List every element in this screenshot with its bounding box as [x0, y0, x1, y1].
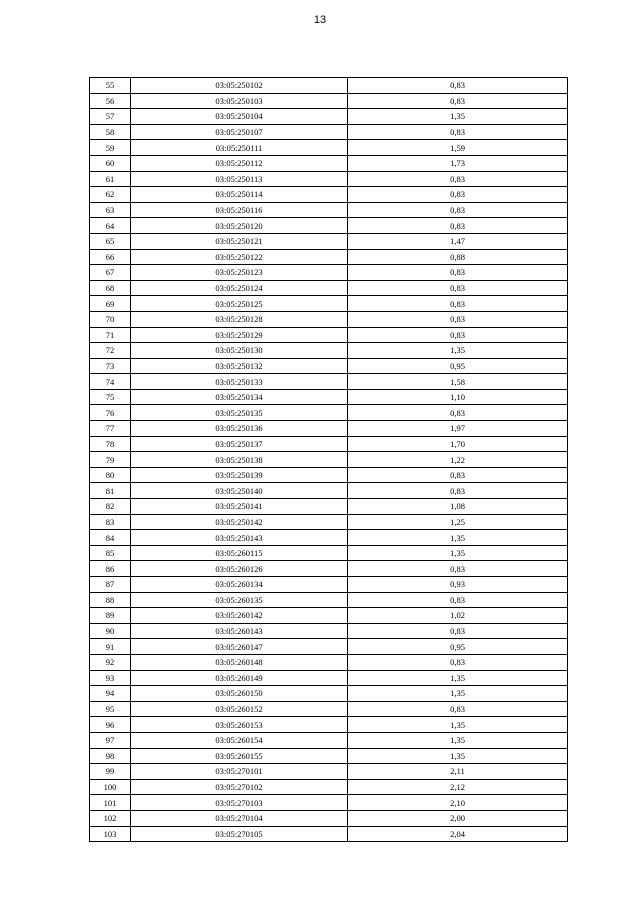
- row-number-cell: 102: [90, 810, 131, 826]
- table-row: [90, 639, 568, 655]
- value-cell: 0,83: [348, 93, 568, 109]
- table-row: [90, 545, 568, 561]
- value-cell: 1,08: [348, 499, 568, 515]
- cadastral-number-cell: 03:05:250121: [131, 233, 348, 249]
- table-row: [90, 779, 568, 795]
- value-cell: 1,35: [348, 530, 568, 546]
- table-row: [90, 514, 568, 530]
- row-number-cell: 72: [90, 343, 131, 359]
- cadastral-number-cell: 03:05:250111: [131, 140, 348, 156]
- table-row: [90, 218, 568, 234]
- cadastral-number-cell: 03:05:250141: [131, 499, 348, 515]
- value-cell: 0,83: [348, 187, 568, 203]
- table-row: [90, 343, 568, 359]
- row-number-cell: 79: [90, 452, 131, 468]
- value-cell: 0,83: [348, 467, 568, 483]
- row-number-cell: 65: [90, 233, 131, 249]
- cadastral-number-cell: 03:05:260154: [131, 732, 348, 748]
- table-row: [90, 265, 568, 281]
- value-cell: 0,83: [348, 483, 568, 499]
- cadastral-number-cell: 03:05:260153: [131, 717, 348, 733]
- value-cell: 0,83: [348, 623, 568, 639]
- cadastral-number-cell: 03:05:250122: [131, 249, 348, 265]
- value-cell: 1,35: [348, 686, 568, 702]
- cadastral-number-cell: 03:05:250138: [131, 452, 348, 468]
- table-row: [90, 155, 568, 171]
- row-number-cell: 95: [90, 701, 131, 717]
- row-number-cell: 58: [90, 124, 131, 140]
- value-cell: 0,83: [348, 654, 568, 670]
- value-cell: 0,83: [348, 280, 568, 296]
- value-cell: 0,83: [348, 218, 568, 234]
- cadastral-number-cell: 03:05:260135: [131, 592, 348, 608]
- row-number-cell: 96: [90, 717, 131, 733]
- table-row: [90, 327, 568, 343]
- table-row: [90, 421, 568, 437]
- cadastral-number-cell: 03:05:250112: [131, 155, 348, 171]
- cadastral-number-cell: 03:05:250107: [131, 124, 348, 140]
- row-number-cell: 103: [90, 826, 131, 842]
- table-row: [90, 499, 568, 515]
- cadastral-number-cell: 03:05:250113: [131, 171, 348, 187]
- cadastral-number-cell: 03:05:250123: [131, 265, 348, 281]
- table-row: [90, 280, 568, 296]
- cadastral-number-cell: 03:05:260142: [131, 608, 348, 624]
- table-row: [90, 748, 568, 764]
- cadastral-number-cell: 03:05:250133: [131, 374, 348, 390]
- cadastral-number-cell: 03:05:260152: [131, 701, 348, 717]
- table-row: [90, 810, 568, 826]
- cadastral-number-cell: 03:05:250132: [131, 358, 348, 374]
- cadastral-number-cell: 03:05:260143: [131, 623, 348, 639]
- table-row: [90, 530, 568, 546]
- row-number-cell: 70: [90, 311, 131, 327]
- row-number-cell: 84: [90, 530, 131, 546]
- value-cell: 0,83: [348, 171, 568, 187]
- cadastral-number-cell: 03:05:260150: [131, 686, 348, 702]
- value-cell: 2,11: [348, 764, 568, 780]
- value-cell: 0,83: [348, 311, 568, 327]
- row-number-cell: 94: [90, 686, 131, 702]
- value-cell: 0,95: [348, 358, 568, 374]
- cadastral-number-cell: 03:05:270103: [131, 795, 348, 811]
- value-cell: 1,47: [348, 233, 568, 249]
- table-row: [90, 187, 568, 203]
- table-row: [90, 311, 568, 327]
- value-cell: 1,35: [348, 670, 568, 686]
- cadastral-number-cell: 03:05:260155: [131, 748, 348, 764]
- table-row: [90, 109, 568, 125]
- row-number-cell: 76: [90, 405, 131, 421]
- table-row: [90, 608, 568, 624]
- row-number-cell: 75: [90, 389, 131, 405]
- row-number-cell: 89: [90, 608, 131, 624]
- row-number-cell: 93: [90, 670, 131, 686]
- page-number: 13: [313, 14, 327, 26]
- cadastral-number-cell: 03:05:250124: [131, 280, 348, 296]
- row-number-cell: 78: [90, 436, 131, 452]
- table-row: [90, 654, 568, 670]
- row-number-cell: 57: [90, 109, 131, 125]
- row-number-cell: 99: [90, 764, 131, 780]
- value-cell: 1,35: [348, 545, 568, 561]
- row-number-cell: 85: [90, 545, 131, 561]
- cadastral-number-cell: 03:05:250139: [131, 467, 348, 483]
- row-number-cell: 88: [90, 592, 131, 608]
- row-number-cell: 83: [90, 514, 131, 530]
- table-row: [90, 124, 568, 140]
- cadastral-number-cell: 03:05:250130: [131, 343, 348, 359]
- value-cell: 0,83: [348, 327, 568, 343]
- row-number-cell: 66: [90, 249, 131, 265]
- table-row: [90, 374, 568, 390]
- value-cell: 2,00: [348, 810, 568, 826]
- cadastral-number-cell: 03:05:270101: [131, 764, 348, 780]
- value-cell: 0,83: [348, 405, 568, 421]
- table-row: [90, 764, 568, 780]
- cadastral-number-cell: 03:05:260148: [131, 654, 348, 670]
- row-number-cell: 55: [90, 78, 131, 94]
- value-cell: 1,35: [348, 732, 568, 748]
- cadastral-number-cell: 03:05:250120: [131, 218, 348, 234]
- row-number-cell: 67: [90, 265, 131, 281]
- data-table: [89, 77, 568, 842]
- cadastral-number-cell: 03:05:250140: [131, 483, 348, 499]
- cadastral-number-cell: 03:05:250137: [131, 436, 348, 452]
- value-cell: 0,83: [348, 592, 568, 608]
- value-cell: 1,35: [348, 717, 568, 733]
- cadastral-number-cell: 03:05:250135: [131, 405, 348, 421]
- cadastral-number-cell: 03:05:250134: [131, 389, 348, 405]
- table-row: [90, 436, 568, 452]
- row-number-cell: 82: [90, 499, 131, 515]
- row-number-cell: 74: [90, 374, 131, 390]
- value-cell: 1,59: [348, 140, 568, 156]
- row-number-cell: 81: [90, 483, 131, 499]
- row-number-cell: 61: [90, 171, 131, 187]
- cadastral-number-cell: 03:05:250102: [131, 78, 348, 94]
- row-number-cell: 68: [90, 280, 131, 296]
- table-row: [90, 140, 568, 156]
- row-number-cell: 56: [90, 93, 131, 109]
- row-number-cell: 63: [90, 202, 131, 218]
- cadastral-number-cell: 03:05:250129: [131, 327, 348, 343]
- table-row: [90, 249, 568, 265]
- cadastral-number-cell: 03:05:270104: [131, 810, 348, 826]
- value-cell: 0,88: [348, 249, 568, 265]
- row-number-cell: 60: [90, 155, 131, 171]
- table-row: [90, 732, 568, 748]
- cadastral-number-cell: 03:05:270105: [131, 826, 348, 842]
- row-number-cell: 92: [90, 654, 131, 670]
- cadastral-number-cell: 03:05:250114: [131, 187, 348, 203]
- value-cell: 0,95: [348, 639, 568, 655]
- cadastral-number-cell: 03:05:260147: [131, 639, 348, 655]
- cadastral-number-cell: 03:05:270102: [131, 779, 348, 795]
- value-cell: 0,83: [348, 296, 568, 312]
- cadastral-number-cell: 03:05:250103: [131, 93, 348, 109]
- row-number-cell: 62: [90, 187, 131, 203]
- value-cell: 1,22: [348, 452, 568, 468]
- value-cell: 1,35: [348, 343, 568, 359]
- table-row: [90, 467, 568, 483]
- row-number-cell: 64: [90, 218, 131, 234]
- cadastral-number-cell: 03:05:250136: [131, 421, 348, 437]
- value-cell: 1,02: [348, 608, 568, 624]
- value-cell: 2,04: [348, 826, 568, 842]
- row-number-cell: 91: [90, 639, 131, 655]
- value-cell: 0,83: [348, 78, 568, 94]
- value-cell: 1,35: [348, 109, 568, 125]
- table-row: [90, 296, 568, 312]
- table-row: [90, 577, 568, 593]
- table-row: [90, 405, 568, 421]
- table-body: [90, 78, 568, 842]
- row-number-cell: 71: [90, 327, 131, 343]
- value-cell: 1,73: [348, 155, 568, 171]
- row-number-cell: 86: [90, 561, 131, 577]
- cadastral-number-cell: 03:05:250143: [131, 530, 348, 546]
- table-row: [90, 795, 568, 811]
- row-number-cell: 100: [90, 779, 131, 795]
- table-row: [90, 171, 568, 187]
- cadastral-number-cell: 03:05:260115: [131, 545, 348, 561]
- value-cell: 1,70: [348, 436, 568, 452]
- table-row: [90, 592, 568, 608]
- row-number-cell: 80: [90, 467, 131, 483]
- table-row: [90, 670, 568, 686]
- row-number-cell: 73: [90, 358, 131, 374]
- table-row: [90, 358, 568, 374]
- cadastral-number-cell: 03:05:250125: [131, 296, 348, 312]
- table-row: [90, 561, 568, 577]
- table-row: [90, 93, 568, 109]
- row-number-cell: 101: [90, 795, 131, 811]
- table-row: [90, 623, 568, 639]
- value-cell: 0,83: [348, 701, 568, 717]
- row-number-cell: 97: [90, 732, 131, 748]
- cadastral-number-cell: 03:05:260126: [131, 561, 348, 577]
- cadastral-number-cell: 03:05:250116: [131, 202, 348, 218]
- row-number-cell: 87: [90, 577, 131, 593]
- table-row: [90, 717, 568, 733]
- value-cell: 0,83: [348, 124, 568, 140]
- value-cell: 1,97: [348, 421, 568, 437]
- table-row: [90, 233, 568, 249]
- value-cell: 0,93: [348, 577, 568, 593]
- table-row: [90, 701, 568, 717]
- row-number-cell: 98: [90, 748, 131, 764]
- table-row: [90, 452, 568, 468]
- value-cell: 1,25: [348, 514, 568, 530]
- cadastral-number-cell: 03:05:260134: [131, 577, 348, 593]
- table-row: [90, 826, 568, 842]
- value-cell: 0,83: [348, 561, 568, 577]
- table-row: [90, 389, 568, 405]
- value-cell: 1,58: [348, 374, 568, 390]
- value-cell: 1,10: [348, 389, 568, 405]
- value-cell: 1,35: [348, 748, 568, 764]
- row-number-cell: 77: [90, 421, 131, 437]
- cadastral-number-cell: 03:05:250104: [131, 109, 348, 125]
- cadastral-number-cell: 03:05:250128: [131, 311, 348, 327]
- value-cell: 0,83: [348, 265, 568, 281]
- table-row: [90, 686, 568, 702]
- cadastral-number-cell: 03:05:260149: [131, 670, 348, 686]
- value-cell: 0,83: [348, 202, 568, 218]
- value-cell: 2,10: [348, 795, 568, 811]
- row-number-cell: 90: [90, 623, 131, 639]
- value-cell: 2,12: [348, 779, 568, 795]
- row-number-cell: 69: [90, 296, 131, 312]
- table-row: [90, 78, 568, 94]
- table-row: [90, 202, 568, 218]
- cadastral-number-cell: 03:05:250142: [131, 514, 348, 530]
- table-row: [90, 483, 568, 499]
- row-number-cell: 59: [90, 140, 131, 156]
